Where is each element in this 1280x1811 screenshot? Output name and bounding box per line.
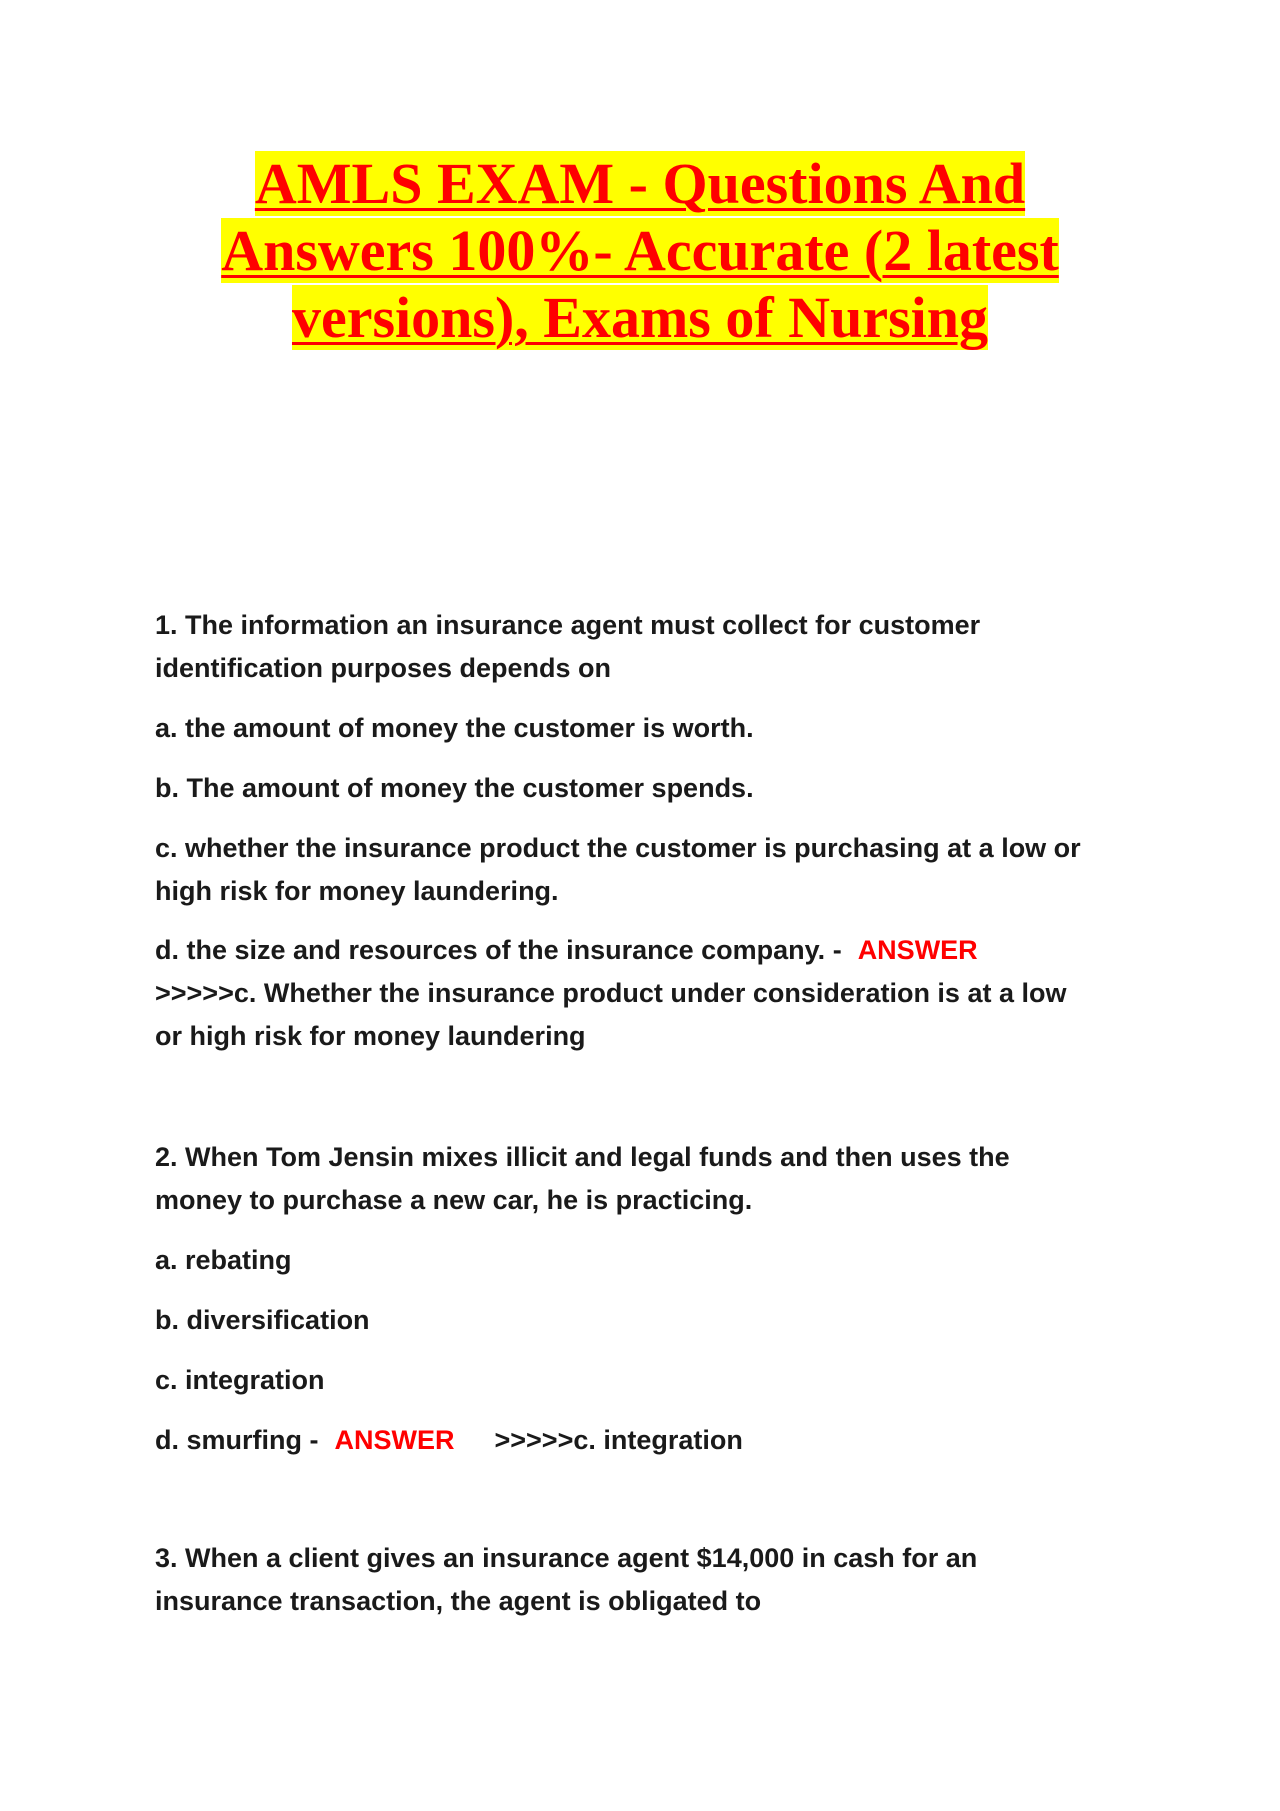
question-2-option-d-text: d. smurfing - <box>155 1425 319 1455</box>
question-3-stem-line-1: 3. When a client gives an insurance agent $14,000 in cash for an <box>155 1543 978 1573</box>
question-1-option-b-text: b. The amount of money the customer spends. <box>155 773 754 803</box>
question-1-option-c-line-1: c. whether the insurance product the customer is purchasing at a low or <box>155 833 1081 863</box>
document-title <box>120 150 1160 351</box>
question-2-option-c-text: c. integration <box>155 1365 325 1395</box>
title-line-1: AMLS EXAM - Questions And <box>254 151 1026 216</box>
question-2-option-a-text: a. rebating <box>155 1245 292 1275</box>
question-1-option-d-text: d. the size and resources of the insurance company. - <box>155 935 842 965</box>
question-1-block <box>155 604 1155 690</box>
question-1-option-c <box>155 827 1155 913</box>
question-2-stem-line-2: money to purchase a new car, he is practicing. <box>155 1185 753 1215</box>
question-1-answer-line-2: or high risk for money laundering <box>155 1021 586 1051</box>
question-2-option-b-text: b. diversification <box>155 1305 370 1335</box>
question-1-option-a-text: a. the amount of money the customer is worth. <box>155 713 754 743</box>
question-1-stem <box>155 604 1155 690</box>
question-1-option-b <box>155 767 1155 810</box>
question-1-option-c-line-2: high risk for money laundering. <box>155 876 559 906</box>
question-3-stem-line-2: insurance transaction, the agent is obligated to <box>155 1586 762 1616</box>
title-line-2: Answers 100%- Accurate (2 latest <box>221 218 1059 283</box>
question-3-block <box>155 1537 1155 1623</box>
question-1-option-a <box>155 707 1155 750</box>
question-2-option-c <box>155 1359 1155 1402</box>
question-2-option-d <box>155 1419 1155 1462</box>
question-2-answer-label: ANSWER <box>334 1425 455 1455</box>
question-1-stem-line-1: 1. The information an insurance agent must collect for customer <box>155 610 981 640</box>
question-1-stem-line-2: identification purposes depends on <box>155 653 612 683</box>
question-1-answer-label: ANSWER <box>857 935 978 965</box>
question-1-option-d <box>155 929 1155 1058</box>
question-2-option-b <box>155 1299 1155 1342</box>
question-2-block <box>155 1136 1155 1222</box>
question-2-stem-line-1: 2. When Tom Jensin mixes illicit and legal funds and then uses the <box>155 1142 1010 1172</box>
question-2-option-a <box>155 1239 1155 1282</box>
title-line-3: versions), Exams of Nursing <box>291 285 989 350</box>
question-1-answer-line-1: >>>>>c. Whether the insurance product under consideration is at a low <box>155 978 1067 1008</box>
question-2-answer-text: >>>>>c. integration <box>494 1425 743 1455</box>
